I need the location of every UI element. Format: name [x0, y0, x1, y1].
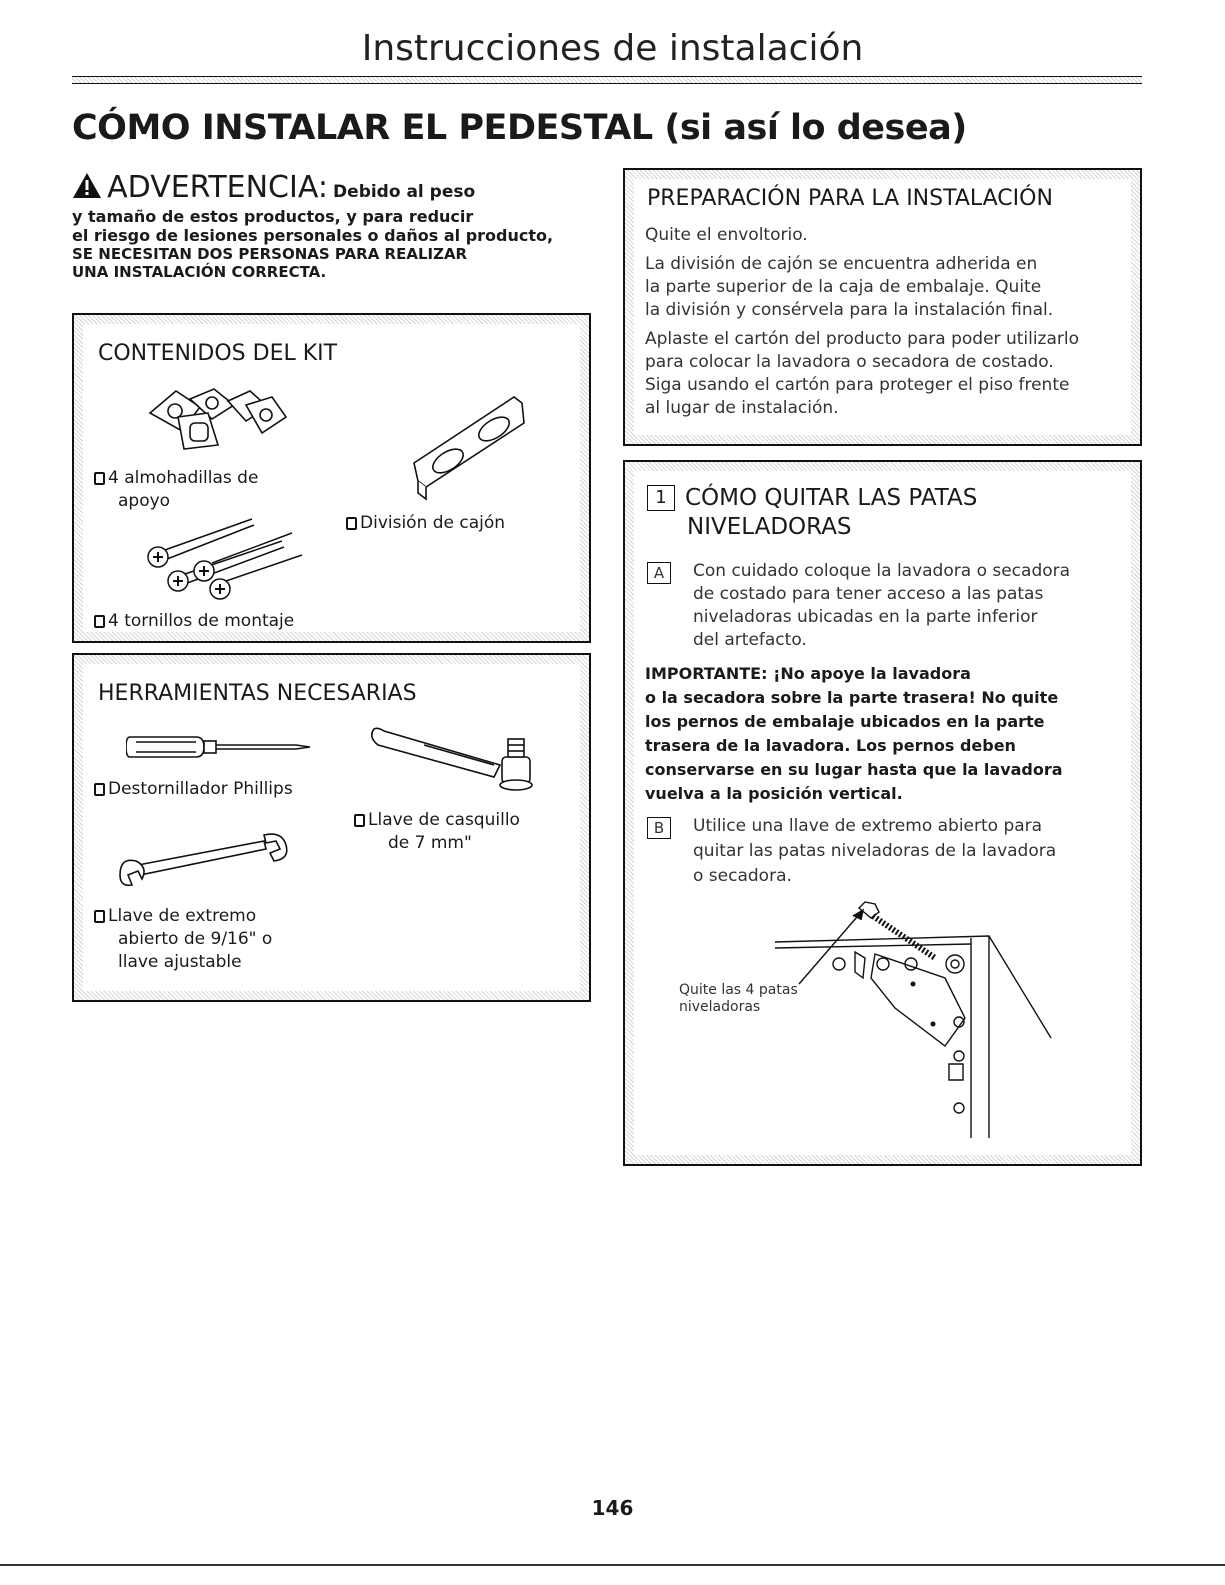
prep-p2-line: la división y consérvela para la instalación final.: [645, 300, 1054, 320]
warning-label: ADVERTENCIA:: [107, 170, 328, 205]
open-end-wrench-label: [94, 905, 272, 974]
support-pads-image: [142, 383, 292, 463]
socket-line1: Llave de casquillo: [368, 810, 520, 830]
step-a-badge: A: [647, 562, 671, 584]
section-header: [0, 28, 1225, 69]
warning-line: SE NECESITAN DOS PERSONAS PARA REALIZAR: [72, 245, 468, 263]
wrench-line3: llave ajustable: [118, 952, 242, 972]
step-a-line: Con cuidado coloque la lavadora o secadora: [693, 561, 1071, 581]
tools-box: [72, 653, 591, 1002]
screws-label: 4 tornillos de montaje: [108, 611, 295, 631]
pads-label-line2: apoyo: [118, 491, 171, 511]
checkbox-screwdriver-icon: [94, 783, 105, 796]
important-line: IMPORTANTE: ¡No apoye la lavadora: [645, 664, 971, 683]
prep-p3-line: para colocar la lavadora o secadora de costado.: [645, 352, 1054, 372]
divider-label: División de cajón: [360, 513, 506, 533]
step1-box: [623, 460, 1142, 1166]
callout-line: niveladoras: [679, 999, 761, 1015]
step-a-line: de costado para tener acceso a las patas: [693, 584, 1044, 604]
prep-p3-line: al lugar de instalación.: [645, 398, 839, 418]
prep-title: PREPARACIÓN PARA LA INSTALACIÓN: [647, 186, 1053, 211]
step-number-badge: 1: [647, 485, 675, 511]
phillips-screwdriver-image: [126, 727, 316, 767]
kit-screws-label: [94, 611, 294, 631]
page-number: 146: [591, 1496, 634, 1520]
checkbox-pads-icon: [94, 472, 105, 485]
kit-divider-label: [346, 513, 505, 533]
prep-p3-line: Siga usando el cartón para proteger el piso frente: [645, 375, 1070, 395]
step-a-line: niveladoras ubicadas en la parte inferior: [693, 607, 1038, 627]
important-line: o la secadora sobre la parte trasera! No quite: [645, 688, 1059, 707]
wrench-line1: Llave de extremo: [108, 906, 257, 926]
step-b-line: Utilice una llave de extremo abierto para: [693, 816, 1043, 836]
step1-title-line1: CÓMO QUITAR LAS PATAS: [685, 485, 978, 511]
warning-line: y tamaño de estos productos, y para reducir: [72, 207, 474, 226]
prep-p2-line: la parte superior de la caja de embalaje. Quite: [645, 277, 1042, 297]
callout-label: [679, 982, 798, 1016]
warning-line: UNA INSTALACIÓN CORRECTA.: [72, 263, 327, 281]
prep-paragraph-1: Quite el envoltorio.: [645, 225, 808, 245]
socket-wrench-image: [364, 719, 554, 799]
leveling-leg-removal-image: [775, 898, 1065, 1140]
warning-lead: Debido al peso: [333, 182, 476, 202]
warning-line: el riesgo de lesiones personales o daños al producto,: [72, 226, 554, 245]
warning-block: [72, 170, 592, 281]
important-line: trasera de la lavadora. Los pernos deben: [645, 736, 1016, 755]
prep-body: [645, 224, 1079, 420]
socket-wrench-label: [354, 809, 520, 855]
step-a: [647, 560, 1070, 652]
checkbox-screws-icon: [94, 615, 105, 628]
prep-p2-line: La división de cajón se encuentra adherida en: [645, 254, 1038, 274]
screwdriver-text: Destornillador Phillips: [108, 779, 293, 799]
checkbox-divider-icon: [346, 517, 357, 530]
important-line: conservarse en su lugar hasta que la lavadora: [645, 760, 1063, 779]
pads-label-line1: 4 almohadillas de: [108, 468, 259, 488]
step-b-badge: B: [647, 817, 671, 839]
step1-title-line2: NIVELADORAS: [687, 514, 852, 540]
kit-contents-box: [72, 313, 591, 643]
drawer-divider-image: [404, 383, 534, 503]
important-line: los pernos de embalaje ubicados en la parte: [645, 712, 1045, 731]
footer-rule: [0, 1564, 1225, 1566]
warning-triangle-icon: [72, 171, 102, 199]
checkbox-socket-icon: [354, 814, 365, 827]
step-a-line: del artefacto.: [693, 630, 807, 650]
checkbox-wrench-icon: [94, 910, 105, 923]
screwdriver-label: [94, 779, 293, 799]
prep-p3-line: Aplaste el cartón del producto para poder utilizarlo: [645, 329, 1080, 349]
callout-line: Quite las 4 patas: [679, 982, 798, 998]
important-note: [645, 662, 1063, 806]
kit-pads-label: [94, 467, 258, 513]
preparation-box: [623, 168, 1142, 446]
step-b: [647, 814, 1056, 889]
tools-title: HERRAMIENTAS NECESARIAS: [98, 681, 417, 706]
step-b-line: quitar las patas niveladoras de la lavadora: [693, 841, 1057, 861]
open-end-wrench-image: [114, 827, 294, 897]
mounting-screws-image: [142, 511, 312, 601]
step-b-line: o secadora.: [693, 866, 792, 886]
kit-title: CONTENIDOS DEL KIT: [98, 341, 338, 366]
socket-line2: de 7 mm": [388, 833, 472, 853]
important-line: vuelva a la posición vertical.: [645, 784, 903, 803]
step1-header: [647, 484, 977, 542]
header-title: Instrucciones de instalación: [361, 28, 864, 69]
wrench-line2: abierto de 9/16" o: [118, 929, 273, 949]
header-rule: [72, 76, 1142, 84]
page-title: CÓMO INSTALAR EL PEDESTAL (si así lo desea): [72, 108, 967, 148]
